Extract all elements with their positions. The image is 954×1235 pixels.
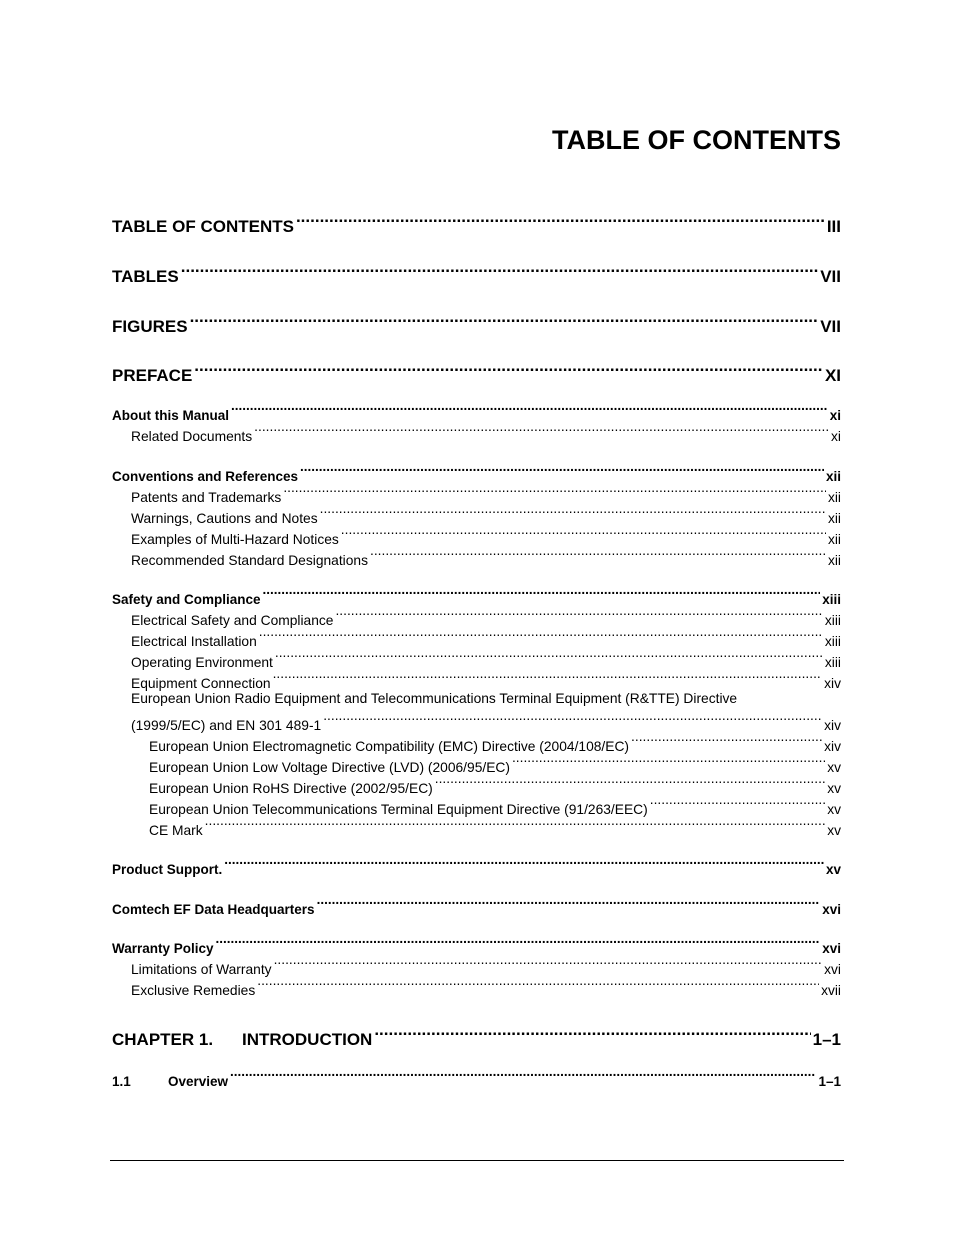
toc-entry-page: xiv bbox=[824, 676, 841, 691]
toc-entry-preface[interactable] bbox=[112, 359, 841, 387]
toc-entry-page: xiv bbox=[824, 718, 841, 733]
section-number: 1.1 bbox=[112, 1074, 131, 1089]
dot-leader bbox=[283, 482, 826, 502]
toc-entry-label bbox=[112, 1072, 228, 1092]
toc-entry-page: xii bbox=[827, 553, 841, 568]
toc-entry-label: Examples of Multi-Hazard Notices bbox=[131, 532, 339, 547]
dot-leader bbox=[257, 975, 819, 995]
toc-entry-label: (1999/5/EC) and EN 301 489-1 bbox=[131, 718, 322, 733]
dot-leader bbox=[296, 210, 825, 232]
dot-leader bbox=[259, 626, 823, 646]
toc-entry-page: xii bbox=[825, 469, 841, 484]
dot-leader bbox=[435, 773, 825, 793]
toc-entry-page: xiii bbox=[822, 592, 841, 607]
toc-entry-label: Equipment Connection bbox=[131, 676, 271, 691]
toc-entry-page: xii bbox=[827, 490, 841, 505]
toc-entry-table-of-contents[interactable] bbox=[112, 210, 841, 238]
toc-entry-page: xvii bbox=[821, 983, 841, 998]
toc-entry-label: TABLE OF CONTENTS bbox=[112, 217, 294, 236]
toc-entry-product-support[interactable] bbox=[112, 854, 841, 880]
section-title: Overview bbox=[168, 1074, 229, 1089]
dot-leader bbox=[224, 854, 824, 874]
toc-entry-page: xiii bbox=[824, 655, 841, 670]
toc-entry-page: xvi bbox=[824, 962, 841, 977]
toc-entry-page: xi bbox=[829, 408, 841, 423]
toc-entry-page: III bbox=[826, 217, 841, 236]
toc-entry-page: VII bbox=[820, 317, 841, 336]
toc-entry-label: CE Mark bbox=[149, 823, 203, 838]
toc-entry-label: Electrical Safety and Compliance bbox=[131, 613, 334, 628]
toc-entry-chapter-1[interactable] bbox=[112, 1023, 841, 1051]
dot-leader bbox=[216, 933, 821, 953]
dot-leader bbox=[320, 503, 826, 523]
toc-entry-page: 1–1 bbox=[812, 1030, 841, 1049]
toc-entry-label bbox=[112, 1029, 372, 1051]
toc-entry-label: Electrical Installation bbox=[131, 634, 257, 649]
toc-entry-label: Product Support. bbox=[112, 862, 223, 877]
toc-entry-page: xiii bbox=[824, 613, 841, 628]
toc-entry-page: xi bbox=[831, 429, 841, 444]
toc-entry-standard-designations[interactable] bbox=[131, 545, 841, 571]
toc-entry-label: European Union Electromagnetic Compatibility (EMC) Directive (2004/108/EC) bbox=[149, 739, 630, 754]
toc-entry-page: VII bbox=[820, 267, 841, 286]
toc-entry-label: PREFACE bbox=[112, 366, 193, 385]
dot-leader bbox=[317, 894, 821, 914]
dot-leader bbox=[341, 524, 826, 544]
toc-entry-label: European Union RoHS Directive (2002/95/EC) bbox=[149, 781, 433, 796]
toc-entry-label: Warranty Policy bbox=[112, 941, 214, 956]
toc-entry-page: xvi bbox=[822, 941, 841, 956]
dot-leader bbox=[205, 815, 826, 835]
toc-entry-page: 1–1 bbox=[818, 1074, 841, 1089]
toc-entry-page: xiv bbox=[824, 739, 841, 754]
dot-leader bbox=[181, 260, 818, 282]
page-title: TABLE OF CONTENTS bbox=[552, 125, 841, 155]
dot-leader bbox=[300, 461, 824, 481]
toc-entry-label: Related Documents bbox=[131, 429, 253, 444]
dot-leader bbox=[254, 421, 829, 441]
toc-entry-exclusive-remedies[interactable] bbox=[131, 975, 841, 1001]
chapter-number: CHAPTER 1. bbox=[112, 1030, 214, 1049]
dot-leader bbox=[274, 954, 823, 974]
toc-entry-label: Conventions and References bbox=[112, 469, 299, 484]
toc-entry-label: Comtech EF Data Headquarters bbox=[112, 902, 315, 917]
toc-entry-page: xv bbox=[827, 760, 841, 775]
dot-leader bbox=[194, 359, 823, 381]
toc-entry-headquarters[interactable] bbox=[112, 894, 841, 920]
toc-entry-label: TABLES bbox=[112, 267, 179, 286]
dot-leader bbox=[650, 794, 825, 814]
toc-entry-page: xvi bbox=[822, 902, 841, 917]
toc-entry-figures[interactable] bbox=[112, 310, 841, 338]
toc-entry-ce-mark[interactable] bbox=[149, 815, 841, 841]
dot-leader bbox=[631, 731, 822, 751]
dot-leader bbox=[263, 584, 821, 604]
toc-entry-label: Exclusive Remedies bbox=[131, 983, 256, 998]
toc-entry-label: Patents and Trademarks bbox=[131, 490, 282, 505]
toc-entry-page: xv bbox=[825, 862, 841, 877]
dot-leader bbox=[374, 1023, 810, 1045]
dot-leader bbox=[335, 605, 822, 625]
toc-entry-label: Recommended Standard Designations bbox=[131, 553, 368, 568]
toc-entry-label: Safety and Compliance bbox=[112, 592, 261, 607]
toc-entry-label: European Union Low Voltage Directive (LVD) (2006/95/EC) bbox=[149, 760, 510, 775]
toc-entry-tables[interactable] bbox=[112, 260, 841, 288]
dot-leader bbox=[230, 1066, 816, 1086]
toc-entry-section-1-1[interactable] bbox=[112, 1066, 841, 1092]
toc-entry-page: xiii bbox=[824, 634, 841, 649]
toc-entry-page: xv bbox=[827, 823, 841, 838]
toc-entry-page: xii bbox=[827, 532, 841, 547]
dot-leader bbox=[275, 647, 823, 667]
dot-leader bbox=[190, 310, 819, 332]
toc-entry-label: About this Manual bbox=[112, 408, 229, 423]
toc-entry-label: Limitations of Warranty bbox=[131, 962, 272, 977]
toc-entry-label: FIGURES bbox=[112, 317, 188, 336]
dot-leader bbox=[512, 752, 825, 772]
dot-leader bbox=[370, 545, 826, 565]
toc-entry-label: Operating Environment bbox=[131, 655, 273, 670]
toc-entry-related-documents[interactable] bbox=[131, 421, 841, 447]
chapter-title: INTRODUCTION bbox=[242, 1030, 373, 1049]
dot-leader bbox=[231, 400, 828, 420]
toc-entry-label: Warnings, Cautions and Notes bbox=[131, 511, 318, 526]
toc-entry-page: xv bbox=[827, 802, 841, 817]
toc-entry-label: European Union Telecommunications Terminal Equipment Directive (91/263/EEC) bbox=[149, 802, 648, 817]
toc-entry-page: xv bbox=[827, 781, 841, 796]
toc-entry-rtte-line1[interactable]: European Union Radio Equipment and Telecommunications Terminal Equipment (R&TTE) Directive bbox=[131, 691, 738, 706]
footer-rule bbox=[110, 1160, 844, 1161]
dot-leader bbox=[273, 668, 823, 688]
toc-entry-page: xii bbox=[827, 511, 841, 526]
dot-leader bbox=[323, 710, 822, 730]
toc-entry-page: XI bbox=[824, 366, 841, 385]
